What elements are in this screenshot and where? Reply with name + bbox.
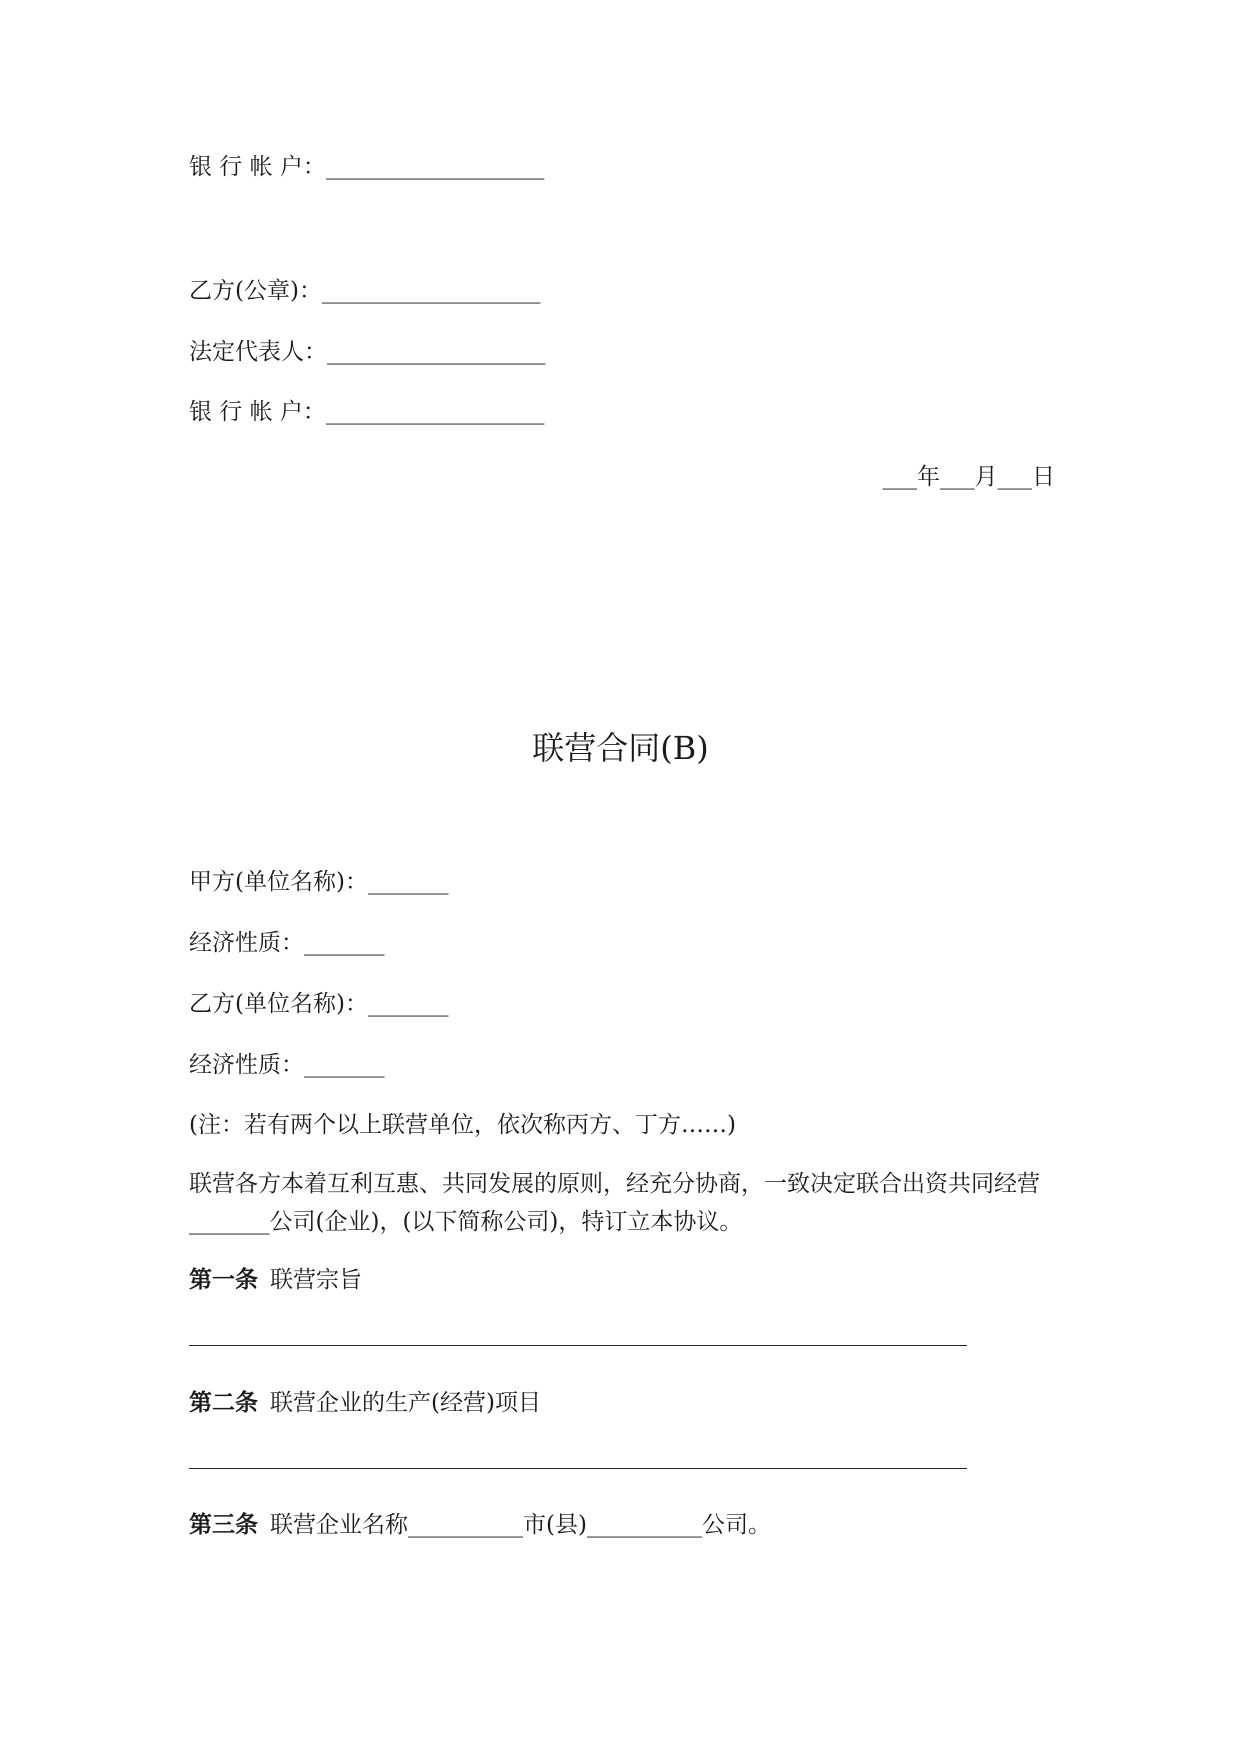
article-2-number: 第二条 xyxy=(189,1389,258,1416)
article-1-number: 第一条 xyxy=(189,1266,258,1293)
party-a-name-line: 甲方(单位名称)：_______ xyxy=(189,869,449,895)
article-1-text: 联营宗旨 xyxy=(270,1267,362,1293)
article-1-blank-rule xyxy=(189,1345,967,1346)
party-b-seal-line: 乙方(公章)：___________________ xyxy=(189,278,541,304)
party-b-legal-rep-line: 法定代表人：___________________ xyxy=(189,339,546,365)
preamble-paragraph: 联营各方本着互利互惠、共同发展的原则，经充分协商，一致决定联合出资共同经营_______公司(企业)，(以下简称公司)，特订立本协议。 xyxy=(189,1171,1040,1235)
signature-date: ___年___月___日 xyxy=(882,464,1055,490)
article-3-text: 联营企业名称__________市(县)__________公司。 xyxy=(270,1512,771,1538)
party-b-nature-line: 经济性质：_______ xyxy=(189,1052,385,1078)
party-a-bank-account-line: 银 行 帐 户：___________________ xyxy=(189,154,545,180)
article-2-blank-rule xyxy=(189,1468,967,1469)
article-2 xyxy=(189,1388,541,1418)
party-b-name-line: 乙方(单位名称)：_______ xyxy=(189,991,449,1017)
article-3-number: 第三条 xyxy=(189,1511,258,1538)
article-1 xyxy=(189,1265,362,1295)
article-2-text: 联营企业的生产(经营)项目 xyxy=(270,1390,541,1416)
party-a-nature-line: 经济性质：_______ xyxy=(189,930,385,956)
note-line: (注：若有两个以上联营单位，依次称丙方、丁方……) xyxy=(189,1112,736,1138)
contract-title: 联营合同(B) xyxy=(532,729,709,767)
article-3 xyxy=(189,1510,771,1540)
party-b-bank-account-line: 银 行 帐 户：___________________ xyxy=(189,399,545,425)
